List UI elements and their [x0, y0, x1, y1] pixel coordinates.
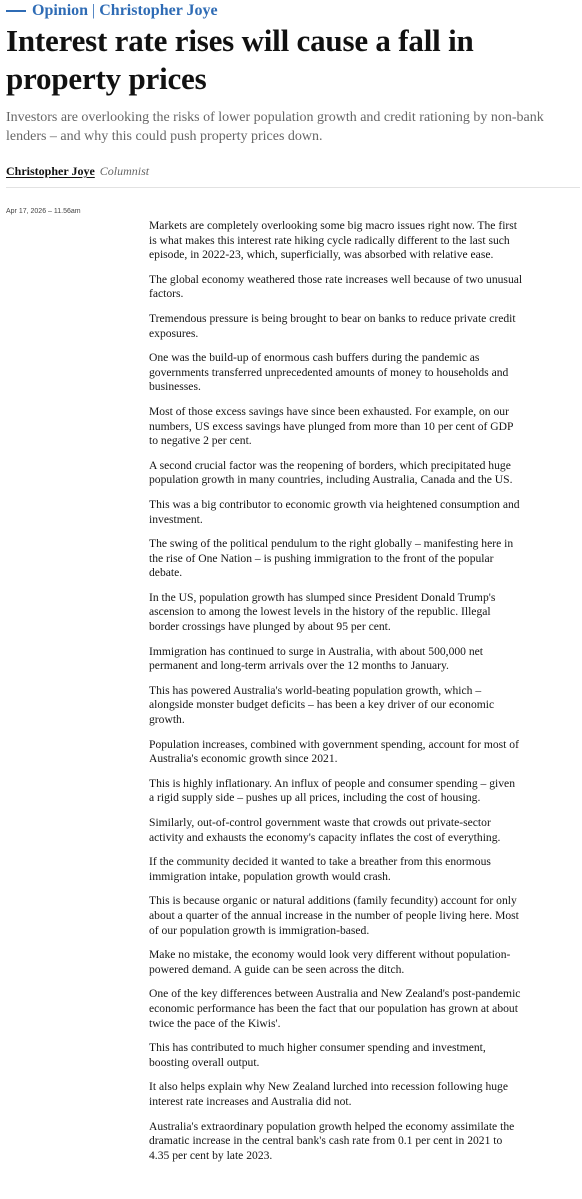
- kicker-separator: |: [92, 2, 96, 19]
- article-body: [149, 219, 523, 1173]
- kicker-dash: [6, 10, 26, 12]
- article-paragraph: Most of those excess savings have since been exhausted. For example, on our numbers, US excess savings have plunged from more than 10 per cent of GDP to negative 2 per cent.: [149, 404, 514, 448]
- section-link[interactable]: Opinion: [32, 2, 89, 19]
- byline-divider: [6, 187, 580, 188]
- article-paragraph: The global economy weathered those rate increases well because of two unusual factors.: [149, 272, 523, 301]
- article-paragraph: Immigration has continued to surge in Australia, with about 500,000 net permanent and long-term arrivals over the 12 months to January.: [149, 644, 484, 673]
- article-paragraph: Markets are completely overlooking some big macro issues right now. The first is what makes this interest rate hiking cycle radically different to the last such episode, in 2022-23, which, superficially, was absorbed with relative ease.: [149, 219, 518, 262]
- article-paragraph: Make no mistake, the economy would look very different without population-powered demand. A guide can be seen across the ditch.: [149, 948, 511, 976]
- article-paragraph: A second crucial factor was the reopening of borders, which precipitated huge population growth in many countries, including Australia, Canada and the US.: [149, 458, 513, 487]
- kicker-author-link[interactable]: Christopher Joye: [99, 2, 218, 19]
- article-headline: Interest rate rises will cause a fall in property prices: [6, 23, 474, 96]
- article-paragraph: This is highly inflationary. An influx of people and consumer spending – given a rigid supply side – pushes up all prices, including the cost of housing.: [149, 776, 516, 805]
- article-paragraph: One of the key differences between Australia and New Zealand's post-pandemic economic performance has been the fact that our population has grown at about twice the pace of the Kiwis'.: [149, 987, 521, 1030]
- article-paragraph: In the US, population growth has slumped since President Donald Trump's ascension to among the lowest levels in the history of the republic. Illegal border crossings have plunged by about 95 per cent.: [149, 590, 496, 634]
- article-paragraph: This has powered Australia's world-beating population growth, which – alongside monster budget deficits – has been a key driver of our economic growth.: [149, 683, 495, 727]
- article-paragraph: This has contributed to much higher consumer spending and investment, boosting overall output.: [149, 1041, 486, 1069]
- article-paragraph: This was a big contributor to economic growth via heightened consumption and investment.: [149, 497, 520, 526]
- article-paragraph: This is because organic or natural additions (family fecundity) account for only about a quarter of the annual increase in the number of people living here. Most of our population growth is immigration-based.: [149, 894, 519, 937]
- article-standfirst: Investors are overlooking the risks of lower population growth and credit rationing by non-bank lenders – and why this could push property prices down.: [6, 110, 544, 144]
- article-paragraph: Tremendous pressure is being brought to bear on banks to reduce private credit exposures.: [149, 311, 516, 340]
- byline-author-link[interactable]: Christopher Joye: [6, 164, 95, 178]
- byline: [6, 164, 149, 179]
- article-paragraph: If the community decided it wanted to take a breather from this enormous immigration intake, population growth would crash.: [149, 855, 491, 883]
- byline-role: Columnist: [99, 164, 150, 178]
- article-paragraph: The swing of the political pendulum to the right globally – manifesting here in the rise of One Nation – is pushing immigration to the front of the popular debate.: [149, 537, 514, 580]
- article-paragraph: Similarly, out-of-control government waste that crowds out private-sector activity and exhausts the economy's capacity inflates the cost of everything.: [149, 816, 501, 844]
- article-dateline: Apr 17, 2026 – 11.56am: [6, 208, 81, 215]
- article-paragraph: It also helps explain why New Zealand lurched into recession following huge interest rate increases and Australia did not.: [149, 1080, 508, 1108]
- article-paragraph: Australia's extraordinary population growth helped the economy assimilate the dramatic increase in the central bank's cash rate from 0.1 per cent in 2021 to 4.35 per cent by late 2023.: [149, 1119, 515, 1162]
- article-paragraph: Population increases, combined with government spending, account for most of Australia's economic growth since 2021.: [149, 737, 519, 766]
- article-paragraph: One was the build-up of enormous cash buffers during the pandemic as governments transferred unprecedented amounts of money to households and businesses.: [149, 351, 509, 394]
- article-kicker: [6, 2, 218, 20]
